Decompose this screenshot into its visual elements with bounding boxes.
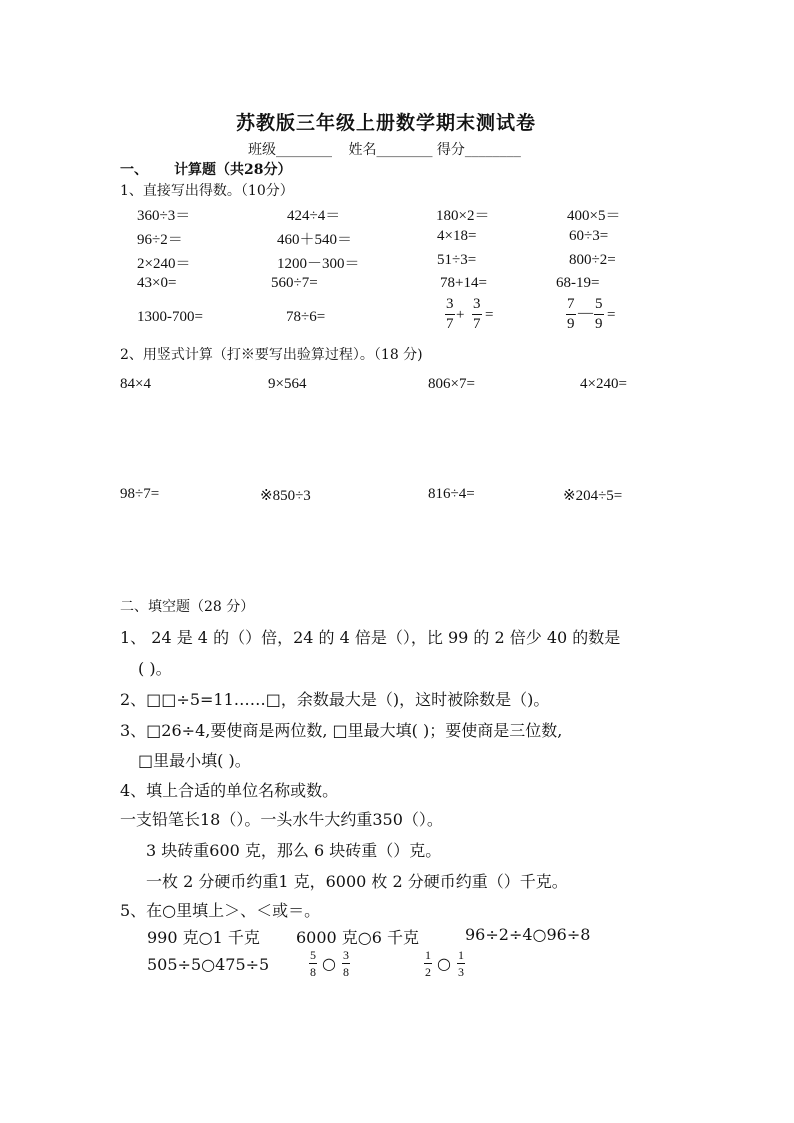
fraction: $\frac{1}{3}$: [458, 948, 464, 979]
problem: ※850÷3: [260, 488, 311, 504]
problem: 43×0=: [137, 275, 177, 291]
comparison: 96÷2÷4○96÷8: [465, 925, 591, 944]
problem: 460＋540＝: [277, 232, 353, 248]
problem: ※204÷5=: [563, 488, 623, 504]
section1-number: 一、: [120, 162, 148, 178]
problem: 9×564: [268, 376, 307, 392]
compare-circle[interactable]: ○: [322, 954, 336, 973]
problem: 68-19=: [556, 275, 600, 291]
problem: 806×7=: [428, 376, 475, 392]
problem: 51÷3=: [437, 252, 477, 268]
fill-question-2: 2、□□÷5=11……□，余数最大是（)，这时被除数是（)。: [120, 690, 550, 709]
fill-question-4c: 一枚 2 分硬币约重1 克，6000 枚 2 分硬币约重（）千克。: [146, 872, 568, 891]
problem: 98÷7=: [120, 486, 160, 502]
fill-question-5: 5、在○里填上＞、＜或＝。: [120, 901, 321, 920]
fill-question-1-cont: ( )。: [138, 659, 172, 678]
fraction: $\frac{7}{9}$: [567, 296, 575, 332]
problem: 1300-700=: [137, 309, 203, 325]
problem: 2×240＝: [137, 256, 191, 272]
equals-sign: =: [485, 307, 494, 323]
fill-question-1: 1、 24 是 4 的（）倍，24 的 4 倍是（），比 99 的 2 倍少 40 的数是: [120, 628, 621, 647]
name-field[interactable]: ________: [376, 142, 433, 158]
problem: 400×5＝: [567, 208, 621, 224]
student-info: [248, 139, 521, 159]
problem: 60÷3=: [569, 228, 609, 244]
problem: 360÷3＝: [137, 208, 191, 224]
problem: 4×18=: [437, 228, 477, 244]
problem: 78÷6=: [286, 309, 326, 325]
q2-heading: 2、用竖式计算（打※要写出验算过程）。（18 分): [120, 347, 423, 363]
fraction: $\frac{1}{2}$: [425, 948, 431, 979]
page-title: 苏教版三年级上册数学期末测试卷: [236, 112, 537, 134]
score-field[interactable]: ________: [464, 142, 521, 158]
minus-sign: —: [578, 305, 593, 321]
score-label: 得分: [436, 142, 465, 158]
fraction: $\frac{3}{7}$: [446, 296, 454, 332]
fill-question-3: 3、□26÷4,要使商是两位数, □里最大填( )；要使商是三位数,: [120, 721, 563, 740]
problem: 424÷4＝: [287, 208, 341, 224]
problem: 180×2＝: [436, 208, 490, 224]
fraction: $\frac{3}{8}$: [343, 948, 349, 979]
fill-question-3-cont: □里最小填( )。: [138, 751, 251, 770]
q1-heading: 1、直接写出得数。（10分）: [120, 183, 294, 199]
problem: 816÷4=: [428, 486, 475, 502]
class-label: 班级: [248, 142, 276, 158]
plus-sign: +: [456, 307, 465, 323]
problem: 84×4: [120, 376, 151, 392]
problem: 560÷7=: [271, 275, 318, 291]
comparison: 505÷5○475÷5: [147, 955, 270, 974]
comparison: 990 克○1 千克: [147, 928, 260, 947]
fraction: $\frac{3}{7}$: [473, 296, 481, 332]
section1-heading: 计算题（共28分）: [174, 162, 292, 178]
fill-question-4a: 一支铅笔长18（）。一头水牛大约重350（）。: [120, 810, 443, 829]
problem: 1200－300＝: [277, 256, 360, 272]
class-field[interactable]: ________: [276, 142, 332, 158]
fraction: $\frac{5}{8}$: [310, 948, 316, 979]
name-label: 姓名: [348, 142, 377, 158]
fill-question-4b: 3 块砖重600 克，那么 6 块砖重（）克。: [146, 841, 442, 860]
problem: 96÷2＝: [137, 232, 183, 248]
fraction: $\frac{5}{9}$: [595, 296, 603, 332]
section2-heading: 二、填空题（28 分）: [120, 599, 255, 615]
fill-question-4: 4、填上合适的单位名称或数。: [120, 781, 339, 800]
equals-sign: =: [607, 307, 616, 323]
comparison: 6000 克○6 千克: [296, 928, 420, 947]
problem: 800÷2=: [569, 252, 616, 268]
problem: 4×240=: [580, 376, 627, 392]
compare-circle[interactable]: ○: [437, 954, 451, 973]
problem: 78+14=: [440, 275, 487, 291]
